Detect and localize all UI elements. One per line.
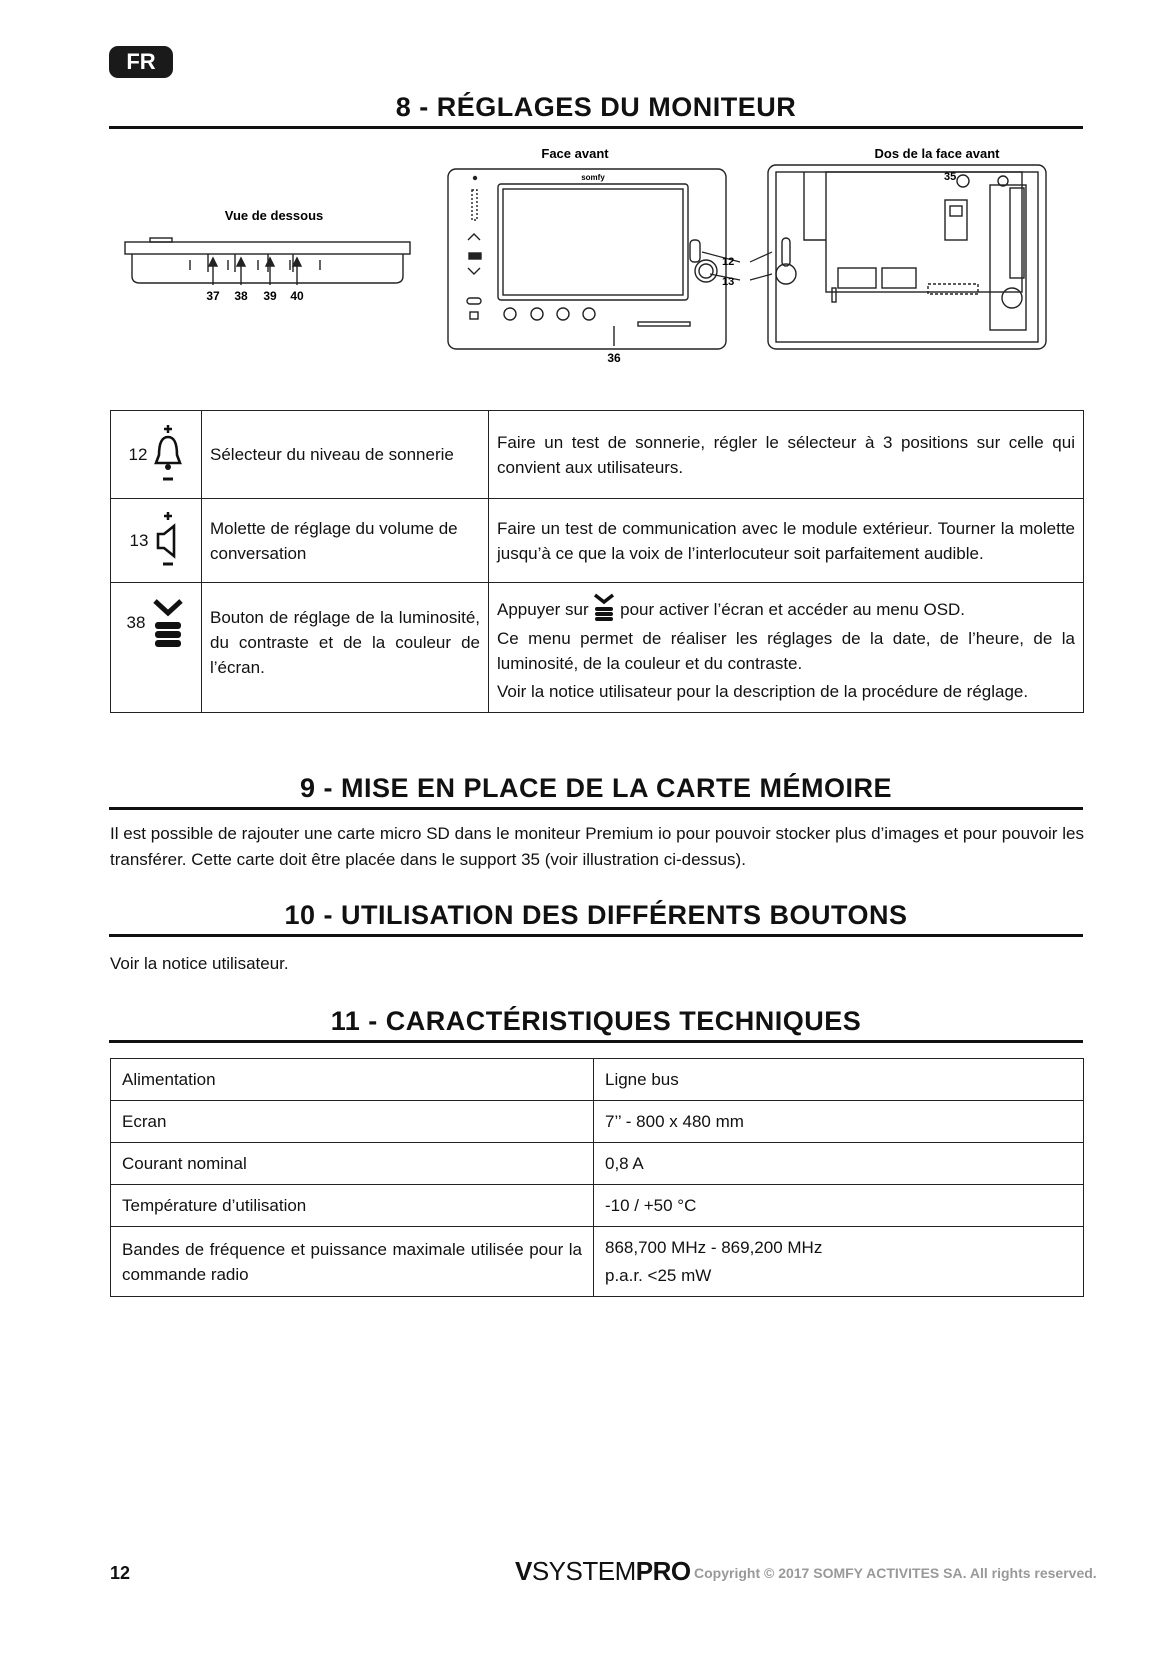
spec-label: Température d’utilisation [111,1185,594,1227]
callout-38: 38 [234,289,248,303]
speaker-plus-minus-icon [154,510,182,572]
description-line-1: Appuyer sur pour activer l’écran et accéder au menu OSD. [497,591,1075,623]
label-bottom-view: Vue de dessous [224,208,324,223]
row-number: 38 [126,612,146,632]
callout-12: 12 [722,256,735,268]
table-row [111,411,1084,499]
page-number: 12 [110,1563,131,1583]
specs-table [110,1058,1084,1297]
spec-value-line-2: p.a.r. <25 mW [605,1266,712,1285]
section-9-text: Il est possible de rajouter une carte micro SD dans le moniteur Premium io pour pouvoir stocker plus d’images et pour pouvoir les transférer. Cette carte doit être placée dans le support 35 (voir illustration ci-dessus). [110,824,1084,869]
setting-description: Faire un test de sonnerie, régler le sélecteur à 3 positions sur celle qui convient aux utilisateurs. [489,411,1084,499]
table-row [111,1227,1084,1297]
section-9-title: 9 - MISE EN PLACE DE LA CARTE MÉMOIRE [109,773,1083,810]
bell-plus-minus-icon [153,423,183,487]
row-number-cell [111,411,202,499]
row-number: 13 [129,531,149,550]
spec-label: Ecran [111,1101,594,1143]
label-back: Dos de la face avant [874,146,1000,161]
section-11-title: 11 - CARACTÉRISTIQUES TECHNIQUES [109,1006,1083,1043]
table-row [111,1101,1084,1143]
spec-value-line-1: 868,700 MHz - 869,200 MHz [605,1238,823,1257]
language-badge: FR [109,46,173,78]
bottom-view-drawing [125,238,410,285]
setting-name: Bouton de réglage de la luminosité, du contraste et de la couleur de l’écran. [202,583,489,713]
setting-name: Molette de réglage du volume de conversation [202,499,489,583]
spec-value: -10 / +50 °C [594,1185,1084,1227]
table-row [111,499,1084,583]
spec-label: Courant nominal [111,1143,594,1185]
chevron-menu-inline-icon [593,591,615,623]
table-row [111,1059,1084,1101]
spec-value: 7’’ - 800 x 480 mm [594,1101,1084,1143]
callout-39: 39 [263,289,277,303]
callout-40: 40 [290,289,304,303]
setting-description [489,583,1084,713]
description-line-3: Voir la notice utilisateur pour la description de la procédure de réglage. [497,682,1029,701]
section-8-title: 8 - RÉGLAGES DU MONITEUR [109,92,1083,129]
monitor-figure [110,140,1084,390]
row-number-cell [111,583,202,713]
back-view-drawing [768,165,1046,349]
spec-value: Ligne bus [594,1059,1084,1101]
copyright-notice: Copyright © 2017 SOMFY ACTIVITES SA. All rights reserved. [694,1565,1097,1581]
label-front: Face avant [541,146,609,161]
brand-logo: VSYSTEMPRO [515,1556,691,1586]
description-line-2: Ce menu permet de réaliser les réglages de la date, de l’heure, de la luminosité, de la couleur et du contraste. [497,629,1075,673]
chevron-menu-icon [151,595,185,649]
callout-36: 36 [607,351,621,365]
table-row [111,1143,1084,1185]
setting-name: Sélecteur du niveau de sonnerie [202,411,489,499]
row-number-cell [111,499,202,583]
section-10-text: Voir la notice utilisateur. [110,954,289,973]
brand-small: somfy [581,173,605,182]
section-10-title: 10 - UTILISATION DES DIFFÉRENTS BOUTONS [109,900,1083,937]
spec-label: Alimentation [111,1059,594,1101]
callout-35: 35 [944,171,957,183]
table-row [111,1185,1084,1227]
settings-table [110,410,1084,713]
spec-label: Bandes de fréquence et puissance maximale utilisée pour la commande radio [111,1227,594,1297]
callout-13: 13 [722,276,735,288]
front-view-drawing [448,169,726,349]
table-row [111,583,1084,713]
row-number: 12 [128,445,148,464]
spec-value [594,1227,1084,1297]
callout-37: 37 [206,289,220,303]
setting-description: Faire un test de communication avec le module extérieur. Tourner la molette jusqu’à ce que la voix de l’interlocuteur soit parfaitement audible. [489,499,1084,583]
spec-value: 0,8 A [594,1143,1084,1185]
